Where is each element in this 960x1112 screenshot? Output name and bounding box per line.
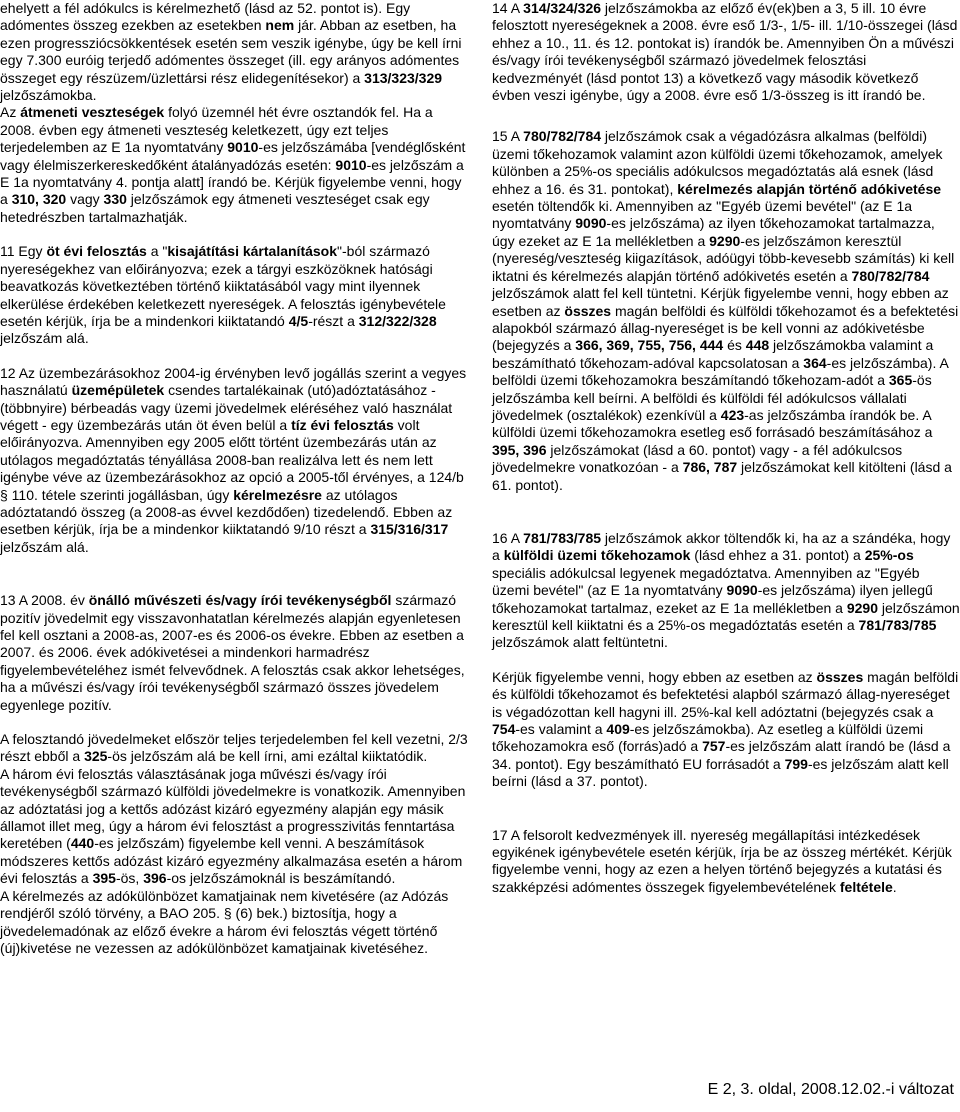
paragraph-l0 bbox=[0, 0, 470, 104]
spacer bbox=[0, 714, 470, 731]
bold-text: 781/783/785 bbox=[523, 529, 602, 546]
bold-text: 9090 bbox=[726, 582, 758, 599]
bold-text: 4/5 bbox=[288, 312, 309, 329]
text: -es jelzőszám) figyelembe kell venni. A beszámítások módszeres kettős adózást kizáró egyezmény alkalmazása esetén a három évi felosztás a bbox=[0, 835, 463, 887]
paragraph-r3 bbox=[492, 669, 960, 791]
paragraph-r1 bbox=[492, 128, 960, 494]
text: jelzőszámokba. bbox=[0, 87, 97, 104]
right-column bbox=[492, 0, 960, 896]
text: magán belföldi és külföldi tőkehozamot és befektetési alapból származó állag-nyereséget is végadózottan kell hagyni ill. 25%-kal kell adóztatni (bejegyzés csak a bbox=[492, 668, 959, 720]
bold-text: 781/783/785 bbox=[858, 617, 937, 633]
bold-text: üzemépületek bbox=[71, 382, 165, 399]
bold-text: 9090 bbox=[575, 215, 607, 232]
bold-text: 780/782/784 bbox=[523, 128, 602, 145]
bold-text: 364 bbox=[803, 354, 827, 371]
bold-text: 330 bbox=[103, 191, 127, 208]
bold-text: 409 bbox=[606, 721, 630, 738]
spacer bbox=[492, 104, 960, 128]
text: -es jelzőszámokba). Az esetleg a külföldi üzemi tőkehozamokra eső (forrás)adó a bbox=[492, 721, 924, 755]
text: A bbox=[507, 128, 524, 145]
bold-text: 366, 369, 755, 756, 444 bbox=[575, 337, 724, 354]
text: 14 bbox=[492, 0, 508, 16]
text: -as jelzőszámba írandók be. A külföldi üzemi tőkehozamokra esetleg eső forrásadó beszámításához a bbox=[492, 406, 933, 441]
text: A felosztandó jövedelmeket először teljes terjedelemben fel kell vezetni, 2/3 részt ebből a bbox=[0, 731, 468, 765]
text: 13 bbox=[0, 592, 16, 609]
text: -részt a bbox=[308, 312, 359, 329]
text: magán belföldi és külföldi tőkehozamot és a befektetési alapokból származó állag-nyereséget is be kell vonni az adókivetésbe (bejegyzés a bbox=[492, 302, 959, 354]
bold-text: 325 bbox=[84, 748, 108, 765]
bold-text: kérelmezés alapján történő adókivetése bbox=[677, 180, 942, 197]
text: jár. Abban az esetben, ha ezen progressziócsökkentések esetén sem veszik igénybe, úgy be kell írni egy 7.300 euróig terjedő adómentes összeget (ill. egy arányos adómentes összeget egy részüzem/üzlettársi rész elidegenítésekor) a bbox=[0, 17, 462, 86]
text: jelzőszám alá. bbox=[0, 330, 89, 347]
paragraph-r4 bbox=[492, 827, 960, 897]
text: A bbox=[507, 0, 524, 16]
bold-text: feltétele bbox=[839, 878, 893, 895]
page-footer: E 2, 3. oldal, 2008.12.02.-i változat bbox=[707, 1081, 954, 1098]
paragraph-l5 bbox=[0, 731, 470, 766]
text: Az üzembezárásokhoz 2004-ig érvényben levő jogállás szerint a vegyes használatú bbox=[0, 364, 467, 399]
text: jelzőszámon keresztül kell kiiktatni és a 25%-os megadóztatás esetén a bbox=[492, 599, 960, 633]
bold-text: átmeneti veszteségek bbox=[20, 104, 165, 121]
text: A bbox=[507, 529, 524, 546]
bold-text: 440 bbox=[70, 835, 95, 852]
text: esetén töltendők ki. Amennyiben az "Egyéb üzemi bevétel" (az E 1a nyomtatvány bbox=[492, 198, 913, 232]
bold-text: összes bbox=[564, 302, 612, 319]
paragraph-l7 bbox=[0, 888, 470, 958]
bold-text: külföldi üzemi tőkehozamok bbox=[503, 547, 691, 564]
spacer bbox=[492, 494, 960, 530]
bold-text: 9010 bbox=[227, 139, 259, 156]
text: jelzőszámokat kell kitölteni (lásd a 61. pontot). bbox=[492, 459, 952, 493]
spacer bbox=[492, 791, 960, 827]
text: jelzőszámokba valamint a beszámítható tőkehozam-adóval kapcsolatosan a bbox=[492, 337, 934, 371]
bold-text: 395 bbox=[92, 870, 116, 887]
text: és bbox=[723, 337, 746, 354]
text: speciális adókulcsal legyenek megadóztatva. Amennyiben az "Egyéb üzemi bevétel" (az E 1a nyomtatvány bbox=[492, 564, 920, 599]
bold-text: kisajátítási kártalanítások bbox=[167, 243, 338, 260]
text: -ös jelzőszámba kell beírni. A belföldi és külföldi fél adókulcsos vállalati jövedelmek (osztalékok) ezenkívül a bbox=[492, 372, 932, 423]
paragraph-l2 bbox=[0, 243, 470, 347]
text: 11 bbox=[0, 243, 15, 260]
bold-text: 365 bbox=[888, 372, 913, 389]
bold-text: 395, 396 bbox=[492, 441, 547, 458]
text: jelzőszám alá. bbox=[0, 538, 89, 555]
text: -es valamint a bbox=[515, 721, 607, 738]
text: az utólagos adóztatandó összeg (a 2008-as évvel kezdődően) tizedelendő. Ebben az esetben kérjük, írja be a mindenkor kiiktatandó 9/10 részt a bbox=[0, 486, 453, 538]
text: 16 bbox=[492, 529, 508, 546]
paragraph-l1 bbox=[0, 104, 470, 226]
bold-text: 315/316/317 bbox=[370, 521, 449, 538]
text: -es jelzőszámába [vendéglősként vagy élelmiszerkereskedőként átalányadózás esetén: bbox=[0, 139, 466, 173]
text: Kérjük figyelembe venni, hogy ebben az esetben az bbox=[492, 668, 817, 685]
text: A kérelmezés az adókülönbözet kamatjainak nem kivetésére (az Adózás rendjéről szóló törvény, a BAO 205. § (6) bek.) biztosítja, hogy a jövedelemadónak az előző évekre a három évi felosztás végett történő (új)kivetése ne vezessen az adókülönbözet kamatjainak kivetéséhez. bbox=[0, 887, 449, 956]
bold-text: 757 bbox=[702, 738, 726, 755]
text: jelzőszámok egy átmeneti veszteséget csak egy hetedrészben tartalmazhatják. bbox=[0, 191, 430, 225]
bold-text: öt évi felosztás bbox=[46, 243, 147, 260]
bold-text: 313/323/329 bbox=[364, 69, 443, 86]
text: 12 bbox=[0, 364, 16, 381]
bold-text: 9290 bbox=[709, 232, 741, 249]
bold-text: 423 bbox=[720, 406, 745, 423]
text: (lásd ehhez a 31. pontot) a bbox=[690, 547, 865, 564]
text: . bbox=[892, 878, 897, 895]
paragraph-r0 bbox=[492, 0, 960, 104]
text: származó pozitív jövedelmit egy visszavonhatatlan kérelmezés alapján egyenletesen fel kell osztani a 2008-as, 2007-es és 2006-os évekre. Ebben az esetben a 2007. és 2006. évek adókivetései a mindenkori harmadrész figyelembevételéhez ismét felvevődnek. A felosztás csak akkor lehetséges, ha a művészi és/vagy írói tevékenységből származó összes jövedelem egyenlege pozitív. bbox=[0, 592, 465, 713]
paragraph-l3 bbox=[0, 365, 470, 556]
bold-text: 780/782/784 bbox=[851, 267, 930, 284]
bold-text: 799 bbox=[784, 755, 808, 772]
text: A 2008. év bbox=[15, 592, 89, 609]
text: jelzőszámokba az előző év(ek)ben a 3, 5 ill. 10 évre felosztott nyereségeknek a 2008. évre eső 1/3-, 1/5- ill. 1/10-összegei (lásd ehhez a 10., 11. és 12. pontokat is) írandók be. Amennyiben Ön a művészi és/vagy írói tevékenységből származó jövedelmek felosztási kedvezményét (lásd pontot 13) a következő vagy második következő évben veszi igénybe, úgy a 2008. évre eső 1/3-összeg is itt írandó be. bbox=[492, 0, 958, 104]
text: A felsorolt kedvezmények ill. nyereség megállapítási intézkedések egyikének igénybevétele esetén kérjük, írja be az összeg mértékét. Kérjük figyelembe venni, hogy az ezen a helyen történő bejegyzés a kutatási és szakképzési adómentes összegek figyelembevételének bbox=[492, 826, 952, 895]
text: -es jelzőszámon keresztül (nyereség/veszteség kiigazítások, adóügyi több-kevesebb számítás) ki kell iktatni és kérelmezés alapján történő adókivetés esetén a bbox=[492, 232, 955, 284]
text: -es jelzőszám alatt írandó be (lásd a 34. pontot). Egy beszámítható EU forrásadót a bbox=[492, 738, 951, 772]
bold-text: önálló művészeti és/vagy írói tevékenységből bbox=[88, 592, 392, 609]
bold-text: 312/322/328 bbox=[358, 312, 437, 329]
bold-text: 754 bbox=[492, 721, 516, 738]
bold-text: tíz évi felosztás bbox=[291, 416, 394, 433]
text: A három évi felosztás választásának joga művészi és/vagy írói tevékenységből származó külföldi jövedelmekre is vonatkozik. Amennyiben az adóztatási jog a kettős adózást kizáró egyezmény alapján egy másik államot illet meg, úgy a három évi felosztást a progresszivitás fenntartása keretében ( bbox=[0, 765, 466, 852]
paragraph-l6 bbox=[0, 766, 470, 888]
text: jelzőszámok alatt fel kell tüntetni. Kérjük figyelembe venni, hogy ebben az esetben az bbox=[492, 285, 949, 319]
text: -es jelzőszám alatt kell beírni (lásd a 37. pontot). bbox=[492, 755, 949, 790]
bold-text: 448 bbox=[745, 337, 770, 354]
text: jelzőszámok csak a végadózásra alkalmas (belföldi) üzemi tőkehozamok valamint azon külföldi üzemi tőkehozamok, amelyek különben a 25%-os speciális adókulcsos megadóztatás alá esnek (lásd ehhez a 16. és 31. pontokat), bbox=[492, 128, 943, 197]
spacer bbox=[0, 556, 470, 592]
text: 15 bbox=[492, 128, 508, 145]
text: -es jelzőszáma) ilyen jellegű tőkehozamokat tartalmaz, ezeket az E 1a mellékletben a bbox=[492, 582, 933, 616]
bold-text: nem bbox=[265, 17, 295, 34]
bold-text: összes bbox=[816, 668, 864, 685]
paragraph-r2 bbox=[492, 530, 960, 652]
text: "-ból származó nyereségekhez van előirányozva; ezek a tárgyi eszközöknek hatósági beavatkozás következtében történő kiiktatásából vagy mint ilyennek elkerülése érdekében keletkezett nyereségek. A felosztás igénybevétele esetén kérjük, írja be a mindenkori kiiktatandó bbox=[0, 243, 446, 329]
text: -ös, bbox=[115, 870, 144, 887]
bold-text: 9290 bbox=[846, 599, 879, 616]
text: jelzőszámok akkor töltendők ki, ha az a szándéka, hogy a bbox=[492, 529, 951, 564]
spacer bbox=[0, 348, 470, 365]
spacer bbox=[0, 226, 470, 243]
text: vagy bbox=[66, 191, 104, 208]
text: folyó üzemnél hét évre osztandók fel. Ha a 2008. évben egy átmeneti veszteség keletkezett, úgy ezt teljes terjedelemben az E 1a nyomtatvány bbox=[0, 104, 433, 156]
bold-text: 314/324/326 bbox=[523, 0, 602, 16]
text: -ös jelzőszám alá be kell írni, ami ezáltal kiiktatódik. bbox=[107, 748, 428, 765]
text: -es jelzőszám a E 1a nyomtatvány 4. pontja alatt] írandó be. Kérjük figyelembe venni, hogy a bbox=[0, 156, 464, 208]
spacer bbox=[492, 652, 960, 669]
text: -es jelzőszámba). A belföldi üzemi tőkehozamokra beszámítandó tőkehozam-adót a bbox=[492, 354, 949, 389]
bold-text: 310, 320 bbox=[11, 191, 67, 208]
text: ehelyett a fél adókulcs is kérelmezhető (lásd az 52. pontot is). Egy adómentes összeg ezekben az esetekben bbox=[0, 0, 411, 34]
text: -os jelzőszámoknál is beszámítandó. bbox=[166, 870, 396, 887]
text: jelzőszámokat (lásd a 60. pontot) vagy - a fél adókulcsos jövedelmekre vonatkozóan - a bbox=[492, 441, 903, 476]
bold-text: 396 bbox=[143, 870, 167, 887]
text: a " bbox=[146, 243, 168, 260]
text: 17 bbox=[492, 826, 508, 843]
text: Az bbox=[0, 104, 21, 121]
text: jelzőszámok alatt feltüntetni. bbox=[492, 634, 668, 651]
bold-text: 25%-os bbox=[864, 547, 914, 564]
bold-text: 786, 787 bbox=[682, 459, 738, 476]
left-column bbox=[0, 0, 470, 957]
text: Egy bbox=[14, 243, 47, 260]
bold-text: kérelmezésre bbox=[233, 486, 322, 503]
text: -es jelzőszáma) az ilyen tőkehozamokat tartalmazza, úgy ezeket az E 1a mellékletben a bbox=[492, 215, 935, 249]
paragraph-l4 bbox=[0, 592, 470, 714]
text: volt előirányozva. Amennyiben egy 2005 előtt történt üzembezárás után az utólagos megadóztatás tényállása 2008-ban realizálva lett és nem lett igénybe véve az üzembezárásokhoz az opció a 2005-től érvényes, a 124/b § 110. tétele szerinti jogállásban, úgy bbox=[0, 416, 464, 503]
text: csendes tartalékainak (utó)adóztatásához - (többnyire) bérbeadás vagy üzemi jövedelmek eléréséhez való használat végett - egy üzembezárás után öt éven belül a bbox=[0, 382, 453, 433]
bold-text: 9010 bbox=[335, 156, 367, 173]
